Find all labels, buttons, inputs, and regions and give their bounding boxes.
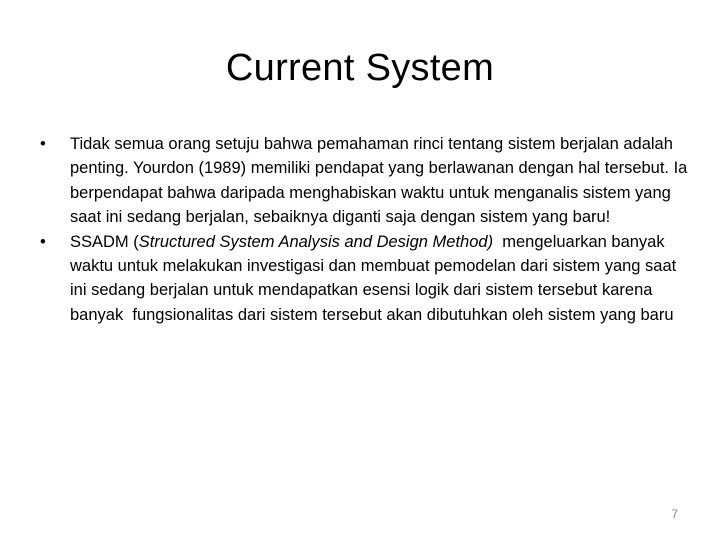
bullet-text-suffix: mengeluarkan banyak waktu untuk melakukan investigasi dan membuat pemodelan dari sistem yang saat ini sedang berjalan untuk mendapatkan esensi logik dari sistem tersebut karena banyak fungsionalitas dari sistem tersebut akan dibutuhkan oleh sistem yang baru — [70, 232, 681, 324]
bullet-text-prefix: SSADM ( — [70, 232, 139, 251]
bullet-marker: • — [40, 135, 46, 153]
bullet-list — [40, 132, 690, 327]
bullet-text-italic: Structured System Analysis and Design Method) — [138, 232, 494, 251]
bullet-item-2 — [40, 230, 690, 328]
bullet-marker: • — [40, 232, 46, 251]
page-number: 7 — [671, 507, 678, 521]
bullet-text: Tidak semua orang setuju bahwa pemahaman rinci tentang sistem berjalan adalah penting. Yourdon (1989) memiliki pendapat yang berlawanan dengan hal tersebut. Ia berpendapat bahwa daripada menghabiskan waktu untuk menganalis sistem yang saat ini sedang berjalan, sebaiknya diganti saja dengan sistem yang baru! — [70, 135, 688, 227]
bullet-item-1 — [40, 132, 690, 230]
slide-title: Current System — [225, 47, 495, 89]
